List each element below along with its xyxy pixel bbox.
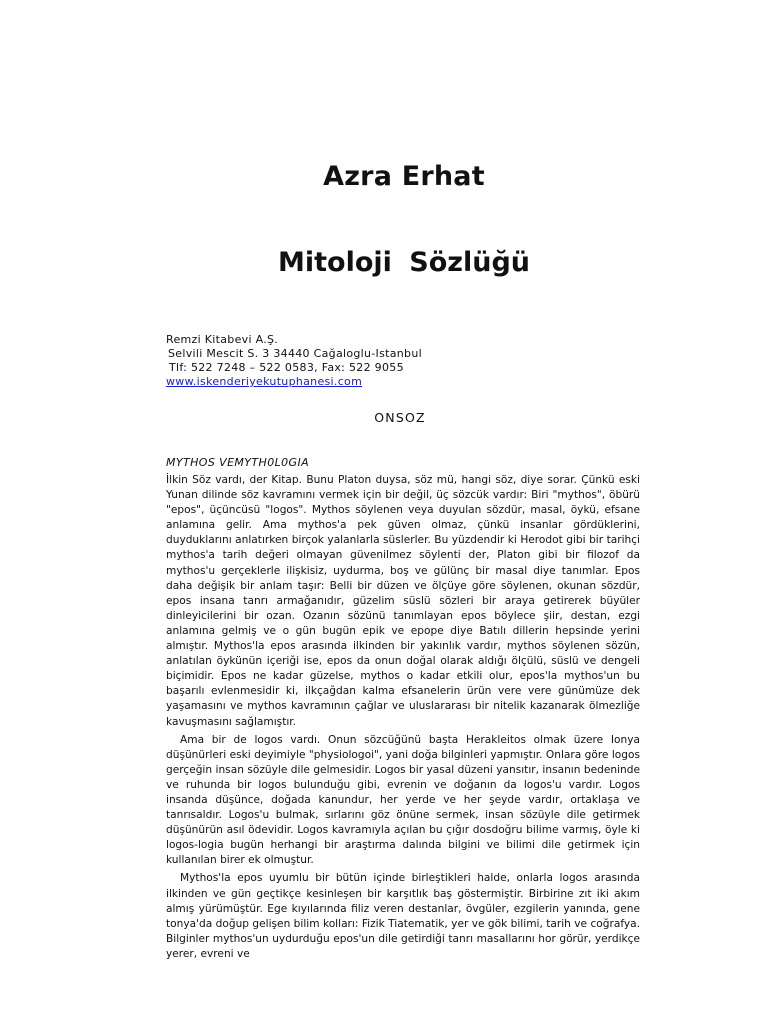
publisher-name: Remzi Kitabevi A.Ş. bbox=[166, 333, 279, 346]
paragraph-1: İlkin Söz vardı, der Kitap. Bunu Platon duysa, söz mü, hangi söz, diye sorar. Çünkü eski Yunan dilinde söz kavramını vermek için bir değil, üç sözcük vardır: Biri "mythos", öbürü "epos", üçüncüsü "logos". Mythos söylenen veya duyulan sözdür, masal, öykü, efsane anlamına gelir. Ama mythos'a pek güven olmaz, çünkü insanlar gördüklerini, duyduklarını anlatırken birçok yalanlarla süslerler. Bu yüzdendir ki Herodot gibi bir tarihçi mythos'a tarih değeri olmayan güvenilmez söylenti der, Platon gibi bir filozof da mythos'u gerçeklerle ilişkisiz, uydurma, boş ve gülünç bir masal diye tanımlar. Epos daha değişik bir anlam taşır: Belli bir düzen ve ölçüye göre söylenen, okunan sözdür, epos insana tanrı armağanıdır, güzelim süslü sözleri bir araya getirerek büyüler dinleyicilerini bir ozan. Ozanın sözünü tanımlayan epos böylece şiir, destan, ezgi anlamına gelmiş ve o gün bugün epik ve epope diye Batılı dillerin hepsinde yerini almıştır. Mythos'la epos arasında ilkinden bir yakınlık vardır, mythos söylenen sözün, anlatılan öykünün içeriği ise, epos da onun doğal olarak aldığı ölçülü, süslü ve dengeli biçimidir. Epos ne kadar güzelse, mythos o kadar etkili olur, epos'la mythos'un bu başarılı evlenmesidir ki, ilkçağdan kalma efsanelerin ürün vere vere günümüze dek yaşamasını ve mythos kavramının çağlar ve uluslararası bir nitelik kazanarak ölmezliğe kavuşmasını sağlamıştır. bbox=[166, 474, 640, 728]
publisher-phone: Tlf: 522 7248 – 522 0583, Fax: 522 9055 bbox=[169, 361, 404, 374]
body-text bbox=[166, 473, 640, 965]
section-heading: ONSOZ bbox=[374, 410, 426, 425]
website-link[interactable]: www.iskenderiyekutuphanesi.com bbox=[166, 375, 363, 388]
publisher-address: Selvili Mescit S. 3 34440 Cağaloglu-Istanbul bbox=[168, 347, 422, 360]
section-subheading: MYTHOS VEMYTH0L0GIA bbox=[166, 456, 310, 469]
publisher-info bbox=[166, 333, 422, 389]
paragraph-3: Mythos'la epos uyumlu bir bütün içinde birleştikleri halde, onlarla logos arasında ilkinden ve gün geçtikçe kesinleşen bir karşıtlık baş göstermiştir. Birbirine zıt iki akım almış yürümüştür. Ege kıyılarında filiz veren destanlar, övgüler, ezgilerin yanında, gene tonya'da doğup gelişen bilim kolları: Fizik Tiatematik, yer ve gök bilimi, tarih ve coğrafya. Bilginler mythos'un uydurduğu epos'un dile getirdiği tanrı masallarını hor görür, yerdikçe yerer, evreni ve bbox=[166, 872, 640, 960]
book-title: Mitoloji Sözlüğü bbox=[277, 247, 531, 278]
author-name: Azra Erhat bbox=[323, 161, 485, 192]
paragraph-2: Ama bir de logos vardı. Onun sözcüğünü başta Herakleitos olmak üzere Ionya düşünürleri eski deyimiyle "physiologoi", yani doğa bilginleri yapmıştır. Onlara göre logos gerçeğin insan sözüyle dile gelmesidir. Logos bir yasal düzeni yansıtır, insanın bedeninde ve ruhunda bir logos bulunduğu gibi, evrenin ve doğanın da logos'u vardır. Logos insanda düşünce, doğada kanundur, her yerde ve her şeyde vardır, ortaklaşa ve tanrısaldır. Logos'u bulmak, sırlarını göz önüne sermek, insan sözüyle dile getirmek düşünürün asıl ödevidir. Logos kavramıyla açılan bu çığır dosdoğru bilime varmış, öyle ki logos-logia bugün herhangi bir araştırma dalında bilgini ve bilimi dile getirmek için kullanılan birer ek olmuştur. bbox=[166, 733, 640, 867]
